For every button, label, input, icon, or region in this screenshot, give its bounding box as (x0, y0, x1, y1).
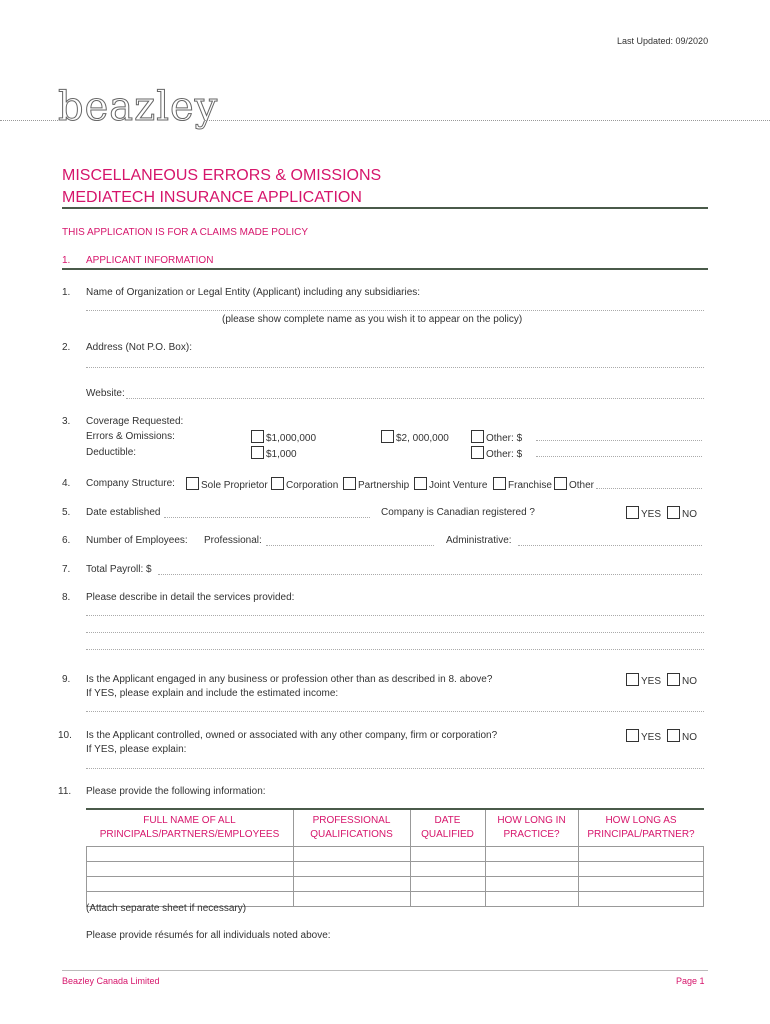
structure-other-field[interactable] (596, 488, 702, 489)
checkbox[interactable] (667, 729, 680, 742)
q3-number: 3. (62, 416, 71, 427)
structure-corporation[interactable]: Corporation (271, 477, 338, 491)
footer-rule (62, 970, 708, 971)
q3-label: Coverage Requested: (86, 416, 184, 427)
structure-sole-proprietor[interactable]: Sole Proprietor (186, 477, 268, 491)
administrative-label: Administrative: (446, 535, 512, 546)
q4-number: 4. (62, 478, 71, 489)
deductible-option-other[interactable]: Other: $ (471, 446, 522, 460)
website-label: Website: (86, 388, 125, 399)
q9-no[interactable]: NO (667, 673, 697, 687)
checkbox[interactable] (667, 673, 680, 686)
policy-note: THIS APPLICATION IS FOR A CLAIMS MADE POLICY (62, 227, 308, 238)
checkbox[interactable] (471, 430, 484, 443)
services-field-line-3[interactable] (86, 649, 704, 650)
table-row[interactable] (87, 877, 704, 892)
administrative-field[interactable] (518, 545, 702, 546)
q10-label: Is the Applicant controlled, owned or associated with any other company, firm or corporation? (86, 730, 498, 741)
attach-note: (Attach separate sheet if necessary) (86, 903, 247, 914)
last-updated: Last Updated: 09/2020 (617, 36, 709, 46)
checkbox[interactable] (251, 430, 264, 443)
q10-number: 10. (58, 730, 72, 741)
q2-address-field[interactable] (86, 367, 704, 368)
q2-label: Address (Not P.O. Box): (86, 342, 192, 353)
q10-explain-field[interactable] (86, 768, 704, 769)
section-title: APPLICANT INFORMATION (86, 255, 214, 266)
checkbox[interactable] (626, 506, 639, 519)
q1-number: 1. (62, 287, 71, 298)
eo-option-other[interactable]: Other: $ (471, 430, 522, 444)
eo-option-1m[interactable]: $1,000,000 (251, 430, 316, 444)
q9-sub: If YES, please explain and include the estimated income: (86, 688, 339, 699)
payroll-field[interactable] (158, 574, 702, 575)
section-rule (62, 268, 708, 270)
q11-number: 11. (58, 786, 72, 797)
structure-joint-venture[interactable]: Joint Venture (414, 477, 487, 491)
q10-yes[interactable]: YES (626, 729, 661, 743)
q9-number: 9. (62, 674, 71, 685)
q6-label: Number of Employees: (86, 535, 188, 546)
q8-label: Please describe in detail the services provided: (86, 592, 295, 603)
col-professional-qualifications: PROFESSIONAL QUALIFICATIONS (293, 810, 410, 847)
q9-explain-field[interactable] (86, 711, 704, 712)
q9-label: Is the Applicant engaged in any business or profession other than as described in 8. above? (86, 674, 493, 685)
deductible-other-field[interactable] (536, 456, 702, 457)
page-title: MISCELLANEOUS ERRORS & OMISSIONS MEDIATECH INSURANCE APPLICATION (62, 167, 382, 206)
footer-page-number: Page 1 (676, 976, 705, 986)
date-established-field[interactable] (164, 517, 370, 518)
structure-partnership[interactable]: Partnership (343, 477, 409, 491)
checkbox[interactable] (626, 729, 639, 742)
canadian-registered-label: Company is Canadian registered ? (381, 507, 535, 518)
q7-label: Total Payroll: $ (86, 564, 152, 575)
q10-sub: If YES, please explain: (86, 744, 187, 755)
website-field[interactable] (126, 398, 704, 399)
q5-label: Date established (86, 507, 161, 518)
title-rule (62, 207, 708, 209)
checkbox[interactable] (471, 446, 484, 459)
footer-company: Beazley Canada Limited (62, 976, 160, 986)
checkbox[interactable] (667, 506, 680, 519)
checkbox[interactable] (626, 673, 639, 686)
deductible-option-1k[interactable]: $1,000 (251, 446, 297, 460)
col-how-long-practice: HOW LONG IN PRACTICE? (485, 810, 578, 847)
checkbox[interactable] (381, 430, 394, 443)
q7-number: 7. (62, 564, 71, 575)
resumes-note: Please provide résumés for all individuals noted above: (86, 930, 331, 941)
professional-field[interactable] (266, 545, 434, 546)
canadian-no[interactable]: NO (667, 506, 697, 520)
q8-number: 8. (62, 592, 71, 603)
checkbox[interactable] (186, 477, 199, 490)
services-field-line-1[interactable] (86, 615, 704, 616)
beazley-logo: beazley (58, 84, 219, 130)
section-number: 1. (62, 255, 71, 266)
services-field-line-2[interactable] (86, 632, 704, 633)
eo-other-field[interactable] (536, 440, 702, 441)
q5-number: 5. (62, 507, 71, 518)
col-date-qualified: DATE QUALIFIED (410, 810, 485, 847)
q10-no[interactable]: NO (667, 729, 697, 743)
checkbox[interactable] (554, 477, 567, 490)
q1-hint: (please show complete name as you wish it to appear on the policy) (222, 314, 523, 325)
q9-yes[interactable]: YES (626, 673, 661, 687)
checkbox[interactable] (251, 446, 264, 459)
checkbox[interactable] (493, 477, 506, 490)
principals-table (86, 810, 704, 907)
q2-number: 2. (62, 342, 71, 353)
eo-option-2m[interactable]: $2, 000,000 (381, 430, 449, 444)
checkbox[interactable] (414, 477, 427, 490)
logo-rule-right (204, 120, 770, 121)
col-full-name: FULL NAME OF ALL PRINCIPALS/PARTNERS/EMPLOYEES (87, 810, 294, 847)
q11-label: Please provide the following information: (86, 786, 266, 797)
table-row[interactable] (87, 847, 704, 862)
table-row[interactable] (87, 862, 704, 877)
checkbox[interactable] (343, 477, 356, 490)
q6-number: 6. (62, 535, 71, 546)
table-header-row (87, 810, 704, 847)
logo-rule-left (0, 120, 58, 121)
q1-label: Name of Organization or Legal Entity (Applicant) including any subsidiaries: (86, 287, 421, 298)
checkbox[interactable] (271, 477, 284, 490)
eo-label: Errors & Omissions: (86, 431, 175, 442)
structure-franchise[interactable]: Franchise (493, 477, 552, 491)
q4-label: Company Structure: (86, 478, 175, 489)
canadian-yes[interactable]: YES (626, 506, 661, 520)
deductible-label: Deductible: (86, 447, 137, 458)
professional-label: Professional: (204, 535, 262, 546)
col-how-long-principal: HOW LONG AS PRINCIPAL/PARTNER? (587, 815, 695, 840)
structure-other[interactable]: Other (554, 477, 594, 491)
q1-name-field[interactable] (86, 310, 704, 311)
